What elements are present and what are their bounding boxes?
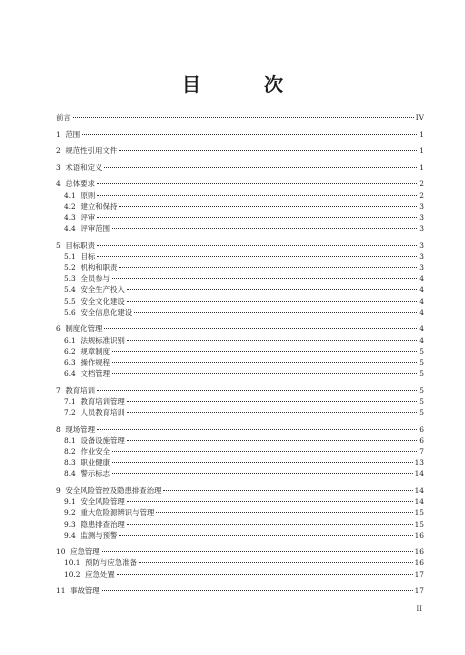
- toc-leader-dots: [97, 429, 417, 430]
- toc-entry-page: 1: [419, 162, 424, 172]
- toc-entry-label: 4.1 原则: [64, 190, 96, 200]
- toc-subentry[interactable]: [56, 273, 424, 284]
- toc-leader-dots: [73, 117, 414, 118]
- toc-leader-dots: [97, 183, 417, 184]
- toc-entry[interactable]: [56, 585, 424, 596]
- toc-entry-page: 4: [419, 324, 424, 334]
- toc-leader-dots: [119, 150, 417, 151]
- toc-subentry[interactable]: [56, 296, 424, 307]
- toc-entry-page: 3: [419, 212, 424, 222]
- toc-leader-dots: [97, 245, 417, 246]
- toc-subentry[interactable]: [56, 468, 424, 479]
- toc-leader-dots: [139, 562, 413, 563]
- toc-subentry[interactable]: [56, 507, 424, 518]
- toc-entry-label: 10.2 应急处置: [64, 569, 115, 579]
- toc-entry-page: 4: [419, 296, 424, 306]
- toc-subentry[interactable]: [56, 307, 424, 318]
- toc-entry-page: 3: [419, 240, 424, 250]
- toc-subentry[interactable]: [56, 201, 424, 212]
- page-number: II: [416, 605, 422, 613]
- toc-entry-page: IV: [415, 113, 424, 122]
- toc-subentry[interactable]: [56, 557, 424, 568]
- toc-entry-page: 3: [419, 224, 424, 234]
- toc-entry-label: 4 总体要求: [56, 179, 95, 189]
- toc-entry-label: 9.2 重大危险源辨识与管理: [64, 508, 155, 518]
- toc-entry[interactable]: [56, 240, 424, 251]
- toc-entry-label: 10 应急管理: [56, 547, 100, 557]
- toc-entry-page: 3: [419, 251, 424, 261]
- toc-leader-dots: [102, 551, 413, 552]
- toc-entry-page: 1: [419, 129, 424, 139]
- toc-subentry[interactable]: [56, 223, 424, 234]
- toc-entry-label: 5.4 安全生产投入: [64, 285, 125, 295]
- toc-leader-dots: [112, 462, 413, 463]
- toc-subentry[interactable]: [56, 357, 424, 368]
- toc-entry-label: 3 术语和定义: [56, 162, 103, 172]
- toc-entry-label: 9.1 安全风险管理: [64, 497, 125, 507]
- toc-leader-dots: [127, 401, 418, 402]
- toc-leader-dots: [119, 267, 417, 268]
- toc-leader-dots: [97, 195, 417, 196]
- toc-leader-dots: [112, 473, 413, 474]
- toc-entry-page: 6: [419, 424, 424, 434]
- toc-entry-label: 11 事故管理: [56, 586, 100, 596]
- toc-entry-label: 7.2 人员教育培训: [64, 408, 125, 418]
- toc-leader-dots: [119, 535, 412, 536]
- toc-entry-label: 8 现场管理: [56, 424, 95, 434]
- toc-entry[interactable]: [56, 485, 424, 496]
- toc-subentry[interactable]: [56, 212, 424, 223]
- toc-entry-page: 5: [419, 396, 424, 406]
- toc-entry-page: 4: [419, 335, 424, 345]
- toc-subentry[interactable]: [56, 190, 424, 201]
- toc-entry[interactable]: [56, 323, 424, 334]
- toc-entry-page: 15: [414, 508, 424, 518]
- toc-subentry[interactable]: [56, 262, 424, 273]
- toc-leader-dots: [112, 351, 417, 352]
- toc-entry-label: 6 制度化管理: [56, 324, 103, 334]
- toc-entry-label: 2 规范性引用文件: [56, 146, 118, 156]
- toc-entry-page: 13: [414, 458, 424, 468]
- toc-entry-label: 8.3 职业健康: [64, 458, 111, 468]
- toc-entry-label: 6.2 规章制度: [64, 346, 111, 356]
- toc-leader-dots: [127, 501, 413, 502]
- toc-entry-page: 4: [419, 274, 424, 284]
- toc-entry-label: 6.4 文档管理: [64, 369, 111, 379]
- toc-entry-label: 7.1 教育培训管理: [64, 396, 125, 406]
- toc-subentry[interactable]: [56, 251, 424, 262]
- toc-entry-page: 1: [419, 146, 424, 156]
- toc-entry-page: 5: [419, 346, 424, 356]
- toc-entry-page: 17: [414, 569, 424, 579]
- toc-subentry[interactable]: [56, 530, 424, 541]
- toc-entry[interactable]: [56, 129, 424, 140]
- toc-entry-page: 16: [414, 530, 424, 540]
- toc-subentry[interactable]: [56, 368, 424, 379]
- toc-entry[interactable]: [56, 145, 424, 156]
- toc-entry-page: 14: [414, 485, 424, 495]
- toc-entry-label: 8.2 作业安全: [64, 447, 111, 456]
- toc-entry-label: 4.3 评审: [64, 212, 96, 222]
- toc-leader-dots: [97, 217, 417, 218]
- toc-leader-dots: [82, 134, 417, 135]
- toc-leader-dots: [97, 390, 417, 391]
- toc-entry-label: 4.2 建立和保持: [64, 201, 118, 211]
- toc-leader-dots: [127, 440, 418, 441]
- toc-entry-page: 4: [419, 307, 424, 317]
- toc-entry-page: 17: [414, 586, 424, 596]
- toc-leader-dots: [102, 590, 413, 591]
- toc-leader-dots: [112, 278, 417, 279]
- toc-entry-page: 5: [419, 385, 424, 395]
- toc-leader-dots: [127, 412, 418, 413]
- page-title: 目 次: [181, 74, 305, 96]
- toc-entry-page: 14: [414, 497, 424, 507]
- toc-leader-dots: [112, 373, 417, 374]
- toc-entry-label: 7 教育培训: [56, 385, 95, 395]
- toc-entry-page: 14: [414, 469, 424, 479]
- toc-subentry[interactable]: [56, 396, 424, 407]
- toc-leader-dots: [163, 490, 412, 491]
- toc-entry-page: 2: [419, 190, 424, 200]
- table-of-contents: [56, 112, 424, 596]
- toc-entry-label: 10.1 预防与应急准备: [64, 558, 137, 568]
- toc-leader-dots: [104, 328, 417, 329]
- toc-leader-dots: [127, 524, 413, 525]
- toc-leader-dots: [112, 228, 417, 229]
- toc-subentry[interactable]: [56, 346, 424, 357]
- toc-leader-dots: [119, 206, 417, 207]
- toc-subentry[interactable]: [56, 435, 424, 446]
- toc-entry-page: 16: [414, 547, 424, 557]
- toc-entry-label: 9.3 隐患排查治理: [64, 519, 125, 529]
- toc-entry-label: 6.1 法规标准识别: [64, 335, 125, 345]
- toc-leader-dots: [112, 362, 417, 363]
- toc-leader-dots: [104, 167, 417, 168]
- toc-entry-page: 6: [419, 435, 424, 445]
- toc-subentry[interactable]: [56, 519, 424, 530]
- toc-entry-page: 16: [414, 558, 424, 568]
- toc-entry-label: 1 范围: [56, 129, 81, 139]
- toc-entry-label: 前言: [56, 113, 71, 122]
- toc-entry-page: 2: [419, 179, 424, 189]
- toc-entry-page: 5: [419, 357, 424, 367]
- toc-entry-label: 9 安全风险管控及隐患排查治理: [56, 485, 162, 495]
- toc-subentry[interactable]: [56, 284, 424, 295]
- toc-subentry[interactable]: [56, 569, 424, 580]
- toc-entry-label: 5.6 安全信息化建设: [64, 307, 133, 317]
- toc-leader-dots: [127, 340, 418, 341]
- toc-entry-page: 3: [419, 201, 424, 211]
- toc-entry[interactable]: [56, 546, 424, 557]
- toc-entry[interactable]: [56, 162, 424, 173]
- toc-entry-label: 6.3 操作规程: [64, 357, 111, 367]
- toc-leader-dots: [127, 289, 418, 290]
- toc-entry-page: 4: [419, 285, 424, 295]
- toc-entry-label: 8.4 警示标志: [64, 469, 111, 479]
- toc-subentry[interactable]: [56, 457, 424, 468]
- toc-entry-label: 5.3 全员参与: [64, 274, 111, 284]
- toc-entry-page: 15: [414, 519, 424, 529]
- toc-entry-label: 5.5 安全文化建设: [64, 296, 125, 306]
- toc-entry-page: 5: [419, 369, 424, 379]
- toc-leader-dots: [156, 512, 412, 513]
- toc-entry-label: 9.4 监测与预警: [64, 530, 118, 540]
- toc-entry[interactable]: [56, 112, 424, 123]
- toc-entry-label: 5.1 目标: [64, 251, 96, 261]
- toc-subentry[interactable]: [56, 446, 424, 457]
- toc-entry-label: 8.1 设备设施管理: [64, 435, 125, 445]
- toc-entry-page: 3: [419, 263, 424, 273]
- toc-subentry[interactable]: [56, 407, 424, 418]
- toc-entry-page: 7: [419, 447, 424, 456]
- toc-entry[interactable]: [56, 178, 424, 189]
- toc-entry[interactable]: [56, 424, 424, 435]
- toc-leader-dots: [117, 574, 413, 575]
- toc-entry-label: 4.4 评审范围: [64, 224, 111, 234]
- toc-entry[interactable]: [56, 385, 424, 396]
- toc-leader-dots: [127, 301, 418, 302]
- toc-subentry[interactable]: [56, 335, 424, 346]
- toc-leader-dots: [112, 451, 417, 452]
- toc-entry-page: 5: [419, 408, 424, 418]
- toc-leader-dots: [97, 256, 417, 257]
- toc-entry-label: 5 目标职责: [56, 240, 95, 250]
- toc-leader-dots: [134, 312, 417, 313]
- toc-subentry[interactable]: [56, 496, 424, 507]
- toc-entry-label: 5.2 机构和职责: [64, 263, 118, 273]
